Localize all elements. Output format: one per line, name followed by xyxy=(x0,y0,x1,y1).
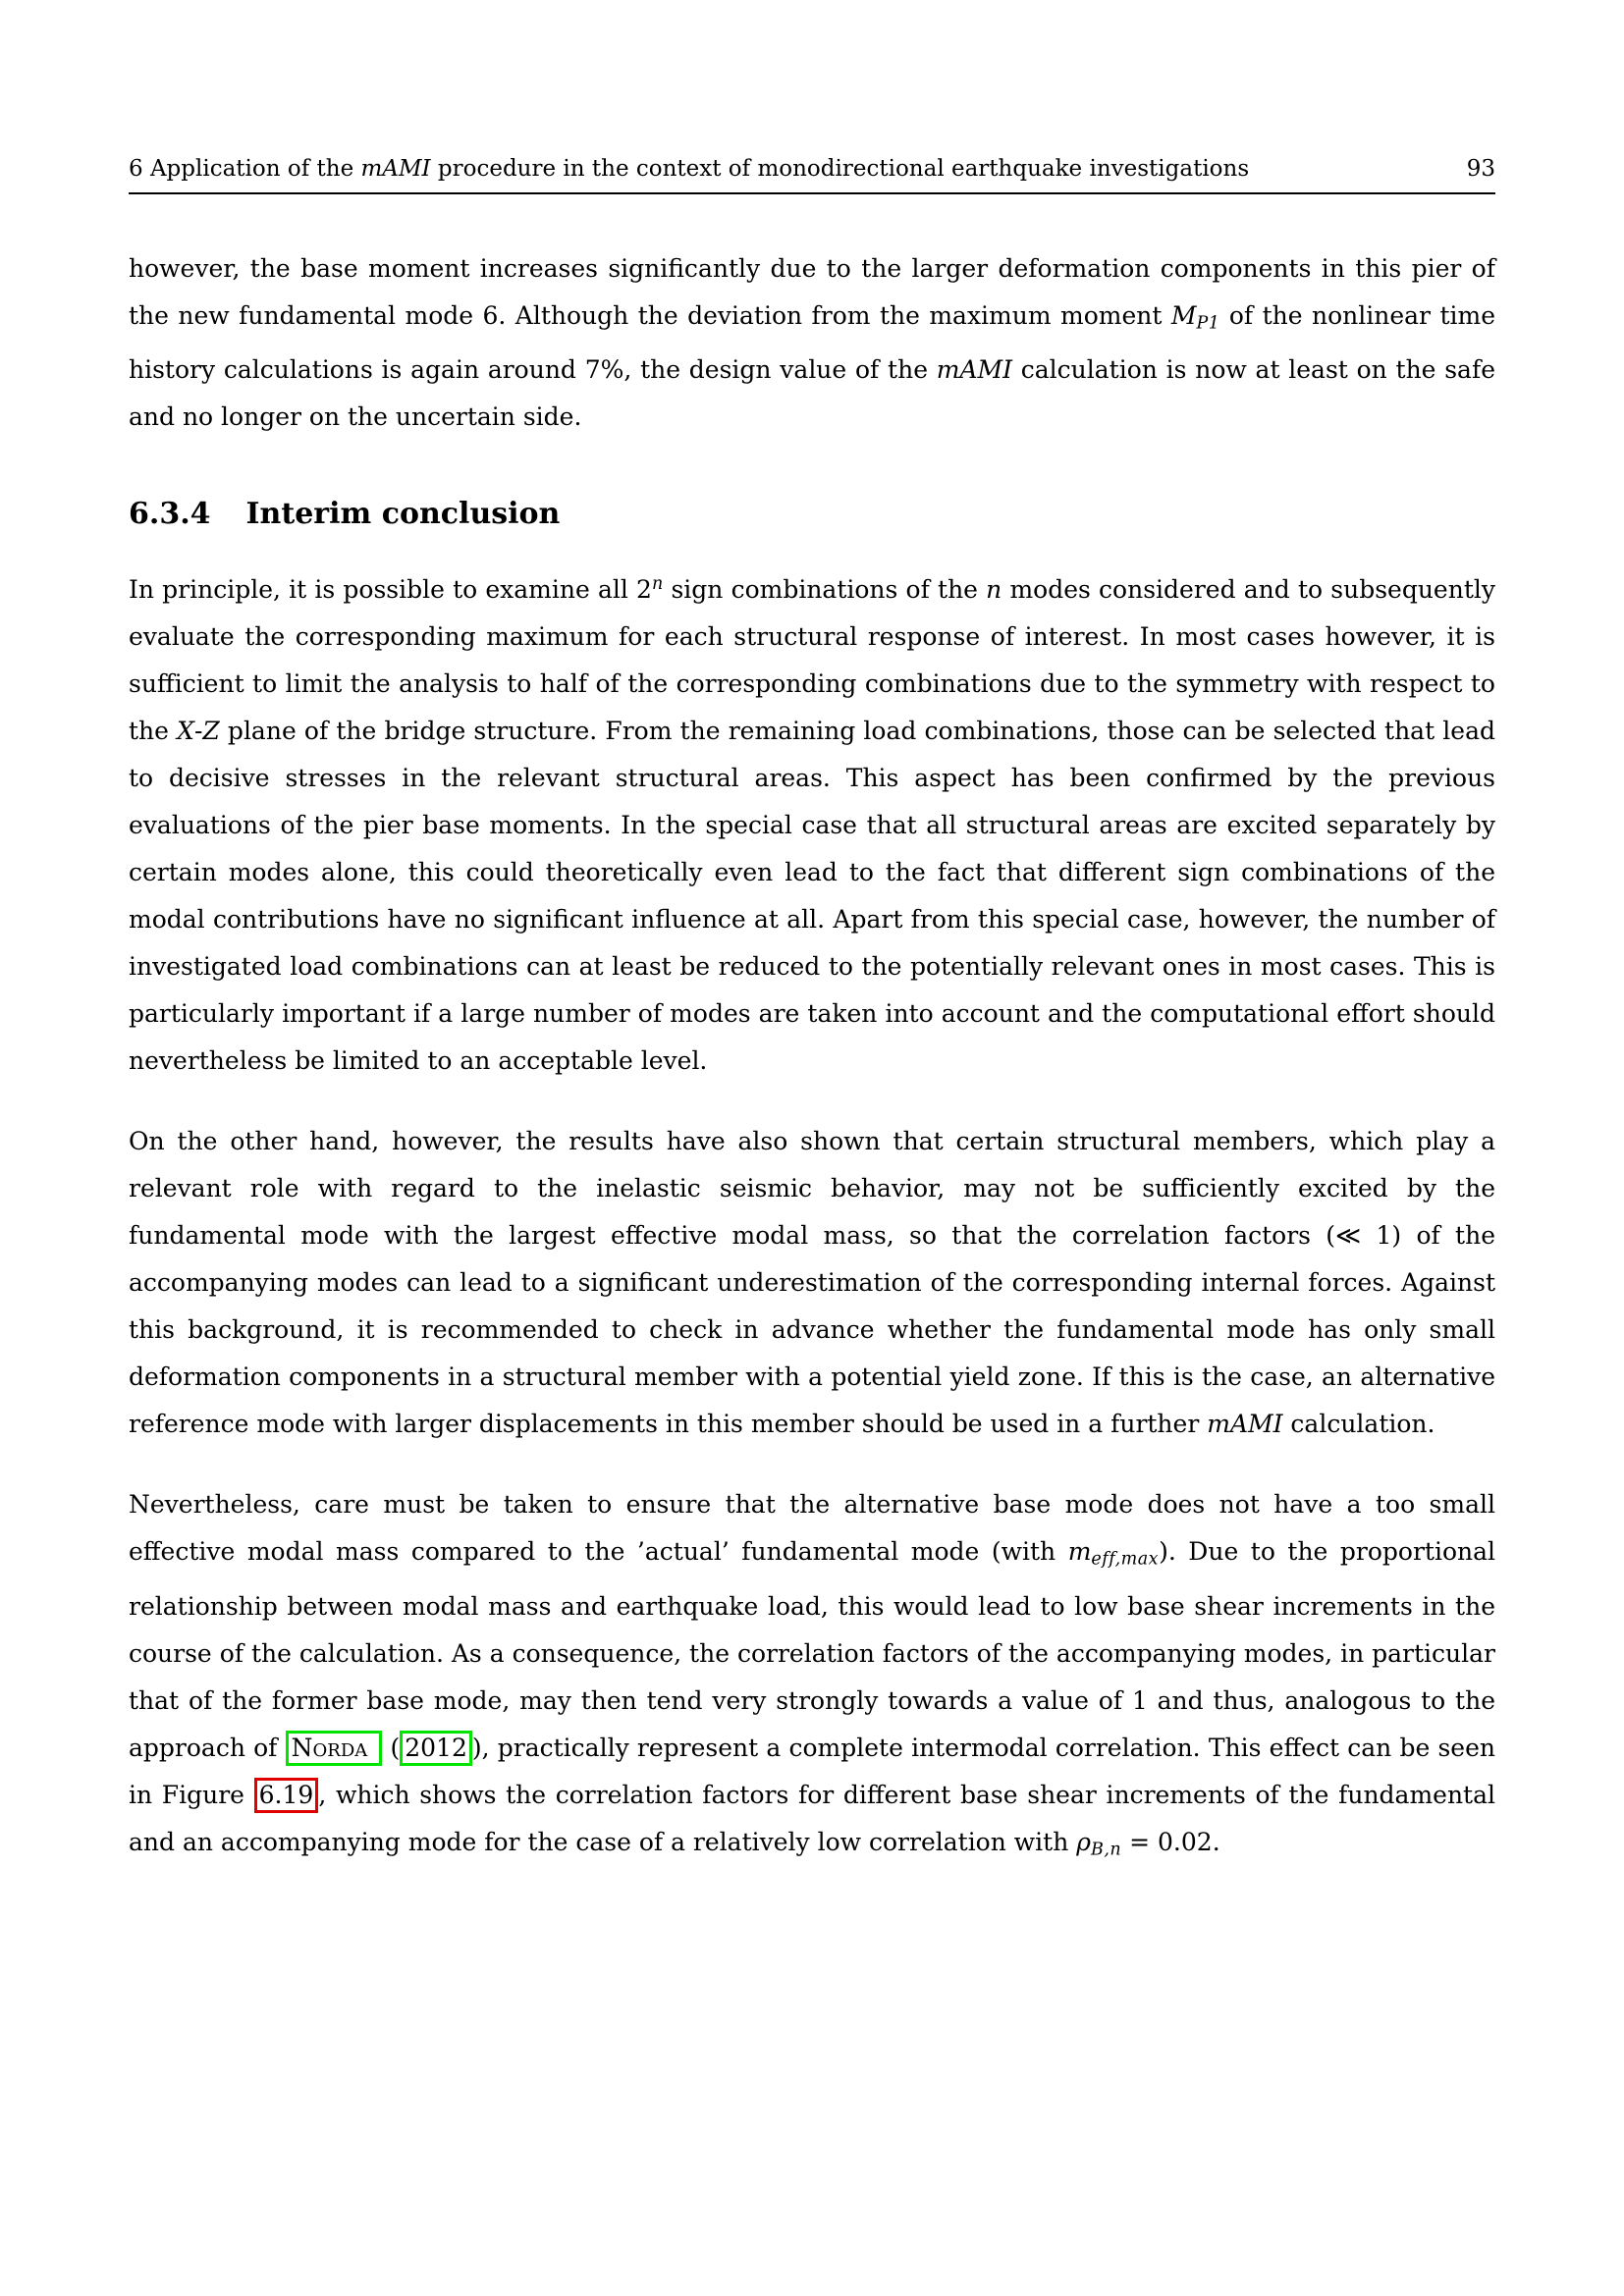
running-head xyxy=(129,155,1495,183)
math-italic-run: M xyxy=(1170,301,1197,330)
section-number: 6.3.4 xyxy=(129,497,211,532)
running-head-title xyxy=(129,155,1437,183)
text-run: sign combinations of the xyxy=(663,575,987,605)
math-italic-run: X xyxy=(177,717,194,746)
paragraph-structural-members xyxy=(129,1118,1495,1448)
text-run: 6 Application of the xyxy=(129,156,361,182)
math-italic-run: ρ xyxy=(1076,1827,1091,1856)
text-run: , which shows the correlation factors for different base shear increments of the fundamental and an accompanying mode for the case of a relatively low correlation with xyxy=(129,1780,1496,1856)
math-subscript-run: B,n xyxy=(1090,1839,1122,1859)
math-italic-run: m xyxy=(1067,1537,1092,1567)
header-rule xyxy=(129,192,1495,194)
text-run: On the other hand, however, the results have also shown that certain structural members, which play a relevant role with regard to the inelastic seismic behavior, may not be sufficiently excited by the fundamental mode with the largest effective modal mass, so that the correlation factors (≪ 1) of the accompanying modes can lead to a significant underestimation of the corresponding internal forces. Against this background, it is recommended to check in advance whether the fundamental mode has only small deformation components in a structural member with a potential yield zone. If this is the case, an alternative reference mode with larger displacements in this member should be used in a further xyxy=(129,1127,1495,1439)
paragraph-sign-combinations xyxy=(129,561,1495,1085)
text-run: plane of the bridge structure. From the remaining load combinations, those can be selected that lead to decisive stresses in the relevant structural areas. This aspect has been confirmed by the previous evaluations of the pier base moments. In the special case that all structural areas are excited separately by certain modes alone, this could theoretically even lead to the fact that different sign combinations of the modal contributions have no significant influence at all. Apart from this special case, however, the number of investigated load combinations can at least be reduced to the potentially relevant ones in most cases. This is particularly important if a large number of modes are taken into account and the computational effort should nevertheless be limited to an acceptable level. xyxy=(129,717,1495,1076)
paragraph-base-moment xyxy=(129,245,1495,441)
text-run: procedure in the context of monodirectional earthquake investigations xyxy=(430,156,1250,182)
figure-reference-link[interactable]: 6.19 xyxy=(254,1778,319,1813)
page-number: 93 xyxy=(1466,156,1495,182)
math-italic-run: mAMI xyxy=(360,156,431,182)
math-italic-run: mAMI xyxy=(936,355,1012,385)
text-run: In principle, it is possible to examine all 2 xyxy=(129,575,652,605)
section-heading xyxy=(129,496,1495,533)
paragraph-alternative-base-mode xyxy=(129,1481,1495,1873)
section-title: Interim conclusion xyxy=(245,497,561,532)
text-run: - xyxy=(193,717,203,746)
text-run: calculation. xyxy=(1282,1410,1435,1439)
text-run: ( xyxy=(382,1733,401,1762)
math-italic-run: n xyxy=(986,575,1002,605)
text-run: of the nonlinear time history calculations is again around 7%, the design value of the xyxy=(129,301,1495,385)
math-subscript-run: P1 xyxy=(1196,313,1220,334)
text-run: however, the base moment increases significantly due to the larger deformation components in this pier of the new fundamental mode 6. Although the deviation from the maximum moment xyxy=(129,254,1495,330)
text-run: ). Due to the proportional relationship between modal mass and earthquake load, this would lead to low base shear increments in the course of the calculation. As a consequence, the correlation factors of the accompanying modes, in particular that of the former base mode, may then tend very strongly towards a value of 1 and thus, analogous to the approach of xyxy=(129,1537,1495,1762)
text-run: Nevertheless, care must be taken to ensure that the alternative base mode does not have a too small effective modal mass compared to the ’actual’ fundamental mode (with xyxy=(129,1490,1495,1567)
text-run: ), practically represent a complete intermodal correlation. This effect can be seen in Figure xyxy=(129,1733,1495,1809)
text-run: calculation is now at least on the safe and no longer on the uncertain side. xyxy=(129,355,1496,432)
citation-year-link[interactable]: 2012 xyxy=(400,1731,472,1766)
text-run: = 0.02. xyxy=(1121,1827,1220,1856)
math-italic-run: Z xyxy=(202,717,220,746)
math-superscript-run: n xyxy=(651,574,664,595)
text-run: modes considered and to subsequently evaluate the corresponding maximum for each structural response of interest. In most cases however, it is sufficient to limit the analysis to half of the corresponding combinations due to the symmetry with respect to the xyxy=(129,575,1495,746)
math-italic-run: mAMI xyxy=(1207,1410,1283,1439)
math-subscript-run: eff,max xyxy=(1091,1549,1160,1570)
citation-link[interactable]: Norda xyxy=(286,1731,383,1766)
